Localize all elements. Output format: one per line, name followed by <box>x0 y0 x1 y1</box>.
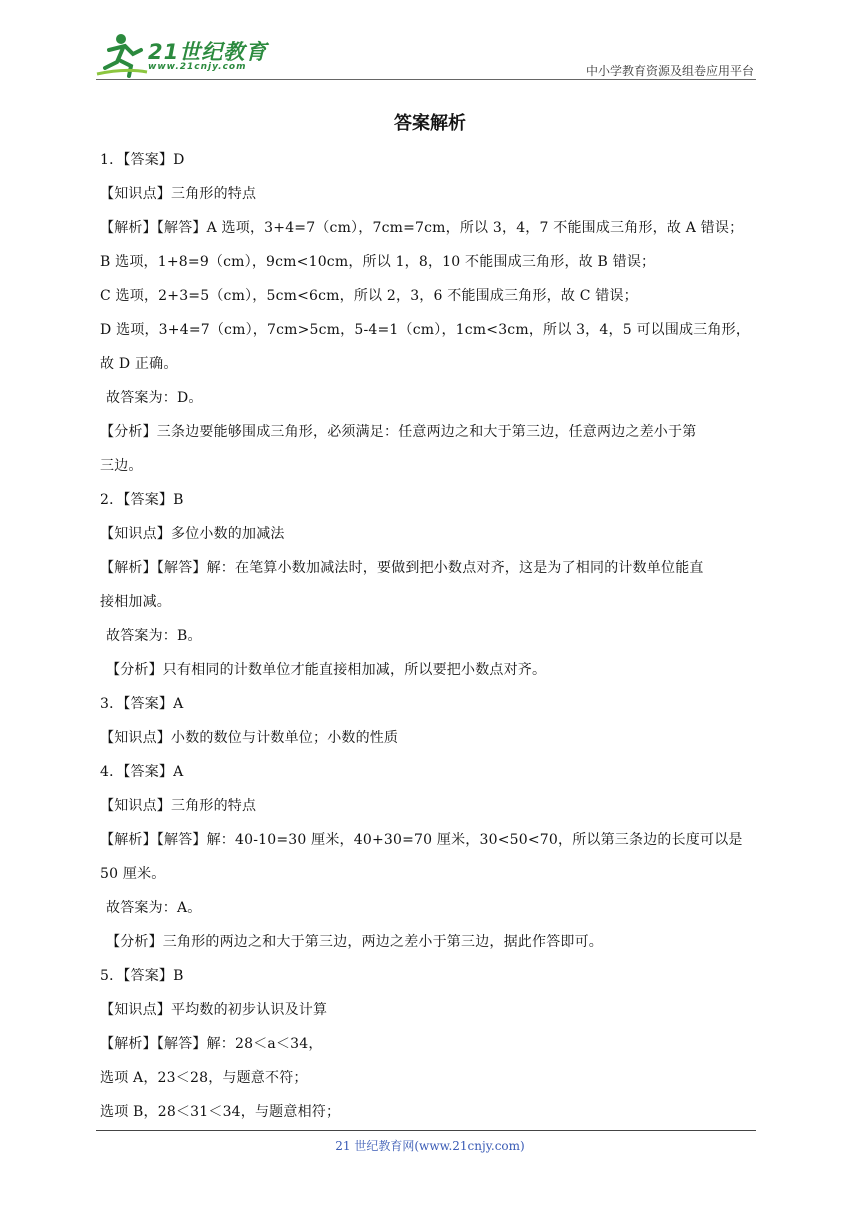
text-line: 故答案为：D。 <box>106 390 203 406</box>
text-line: 5．【答案】B <box>100 968 184 984</box>
page-footer: 21 世纪教育网(www.21cnjy.com) <box>335 1139 525 1153</box>
text-line: 故答案为：B。 <box>106 628 202 644</box>
text-line: 2．【答案】B <box>100 492 184 508</box>
text-line: 【知识点】三角形的特点 <box>100 186 257 202</box>
header-divider <box>96 79 756 80</box>
text-line: 3．【答案】A <box>100 696 184 712</box>
text-line: B 选项，1+8=9（cm），9cm<10cm，所以 1，8，10 不能围成三角形，故 B 错误； <box>100 254 656 270</box>
footer-divider <box>96 1130 756 1131</box>
text-line: 【知识点】平均数的初步认识及计算 <box>100 1002 328 1018</box>
text-line: 50 厘米。 <box>100 866 166 882</box>
text-line: 【解析】【解答】A 选项，3+4=7（cm），7cm=7cm，所以 3，4，7 不能围成三角形，故 A 错误； <box>100 220 744 236</box>
text-line: 【知识点】小数的数位与计数单位；小数的性质 <box>100 730 399 746</box>
answer-content <box>100 148 760 1134</box>
text-line: 【知识点】三角形的特点 <box>100 798 257 814</box>
text-line: 【分析】三条边要能够围成三角形，必须满足：任意两边之和大于第三边，任意两边之差小于第 <box>100 424 697 440</box>
text-line: D 选项，3+4=7（cm），7cm>5cm，5-4=1（cm），1cm<3cm，所以 3，4，5 可以围成三角形， <box>100 322 751 338</box>
text-line: 4．【答案】A <box>100 764 184 780</box>
text-line: 选项 B，28＜31＜34，与题意相符； <box>100 1104 341 1120</box>
page-header <box>0 0 860 90</box>
text-line: 故 D 正确。 <box>100 356 178 372</box>
text-line: 【解析】【解答】解：28＜a＜34， <box>100 1036 323 1052</box>
text-line: 故答案为：A。 <box>106 900 202 916</box>
text-line: C 选项，2+3=5（cm），5cm<6cm，所以 2，3，6 不能围成三角形，故 C 错误； <box>100 288 638 304</box>
platform-name: 中小学教育资源及组卷应用平台 <box>585 64 754 78</box>
text-line: 三边。 <box>100 458 143 474</box>
logo-text: 21世纪教育 <box>148 40 268 64</box>
page-title: 答案解析 <box>394 113 466 134</box>
text-line: 接相加减。 <box>100 594 171 610</box>
logo-url: www.21cnjy.com <box>148 62 247 72</box>
text-line: 1．【答案】D <box>100 152 185 168</box>
text-line: 【解析】【解答】解：40-10=30 厘米，40+30=70 厘米，30<50<70，所以第三条边的长度可以是 <box>100 832 743 848</box>
text-line: 选项 A，23＜28，与题意不符； <box>100 1070 308 1086</box>
text-line: 【解析】【解答】解：在笔算小数加减法时，要做到把小数点对齐，这是为了相同的计数单位能直 <box>100 560 704 576</box>
text-line: 【分析】三角形的两边之和大于第三边，两边之差小于第三边，据此作答即可。 <box>106 934 603 950</box>
text-line: 【分析】只有相同的计数单位才能直接相加减，所以要把小数点对齐。 <box>106 662 547 678</box>
text-line: 【知识点】多位小数的加减法 <box>100 526 285 542</box>
